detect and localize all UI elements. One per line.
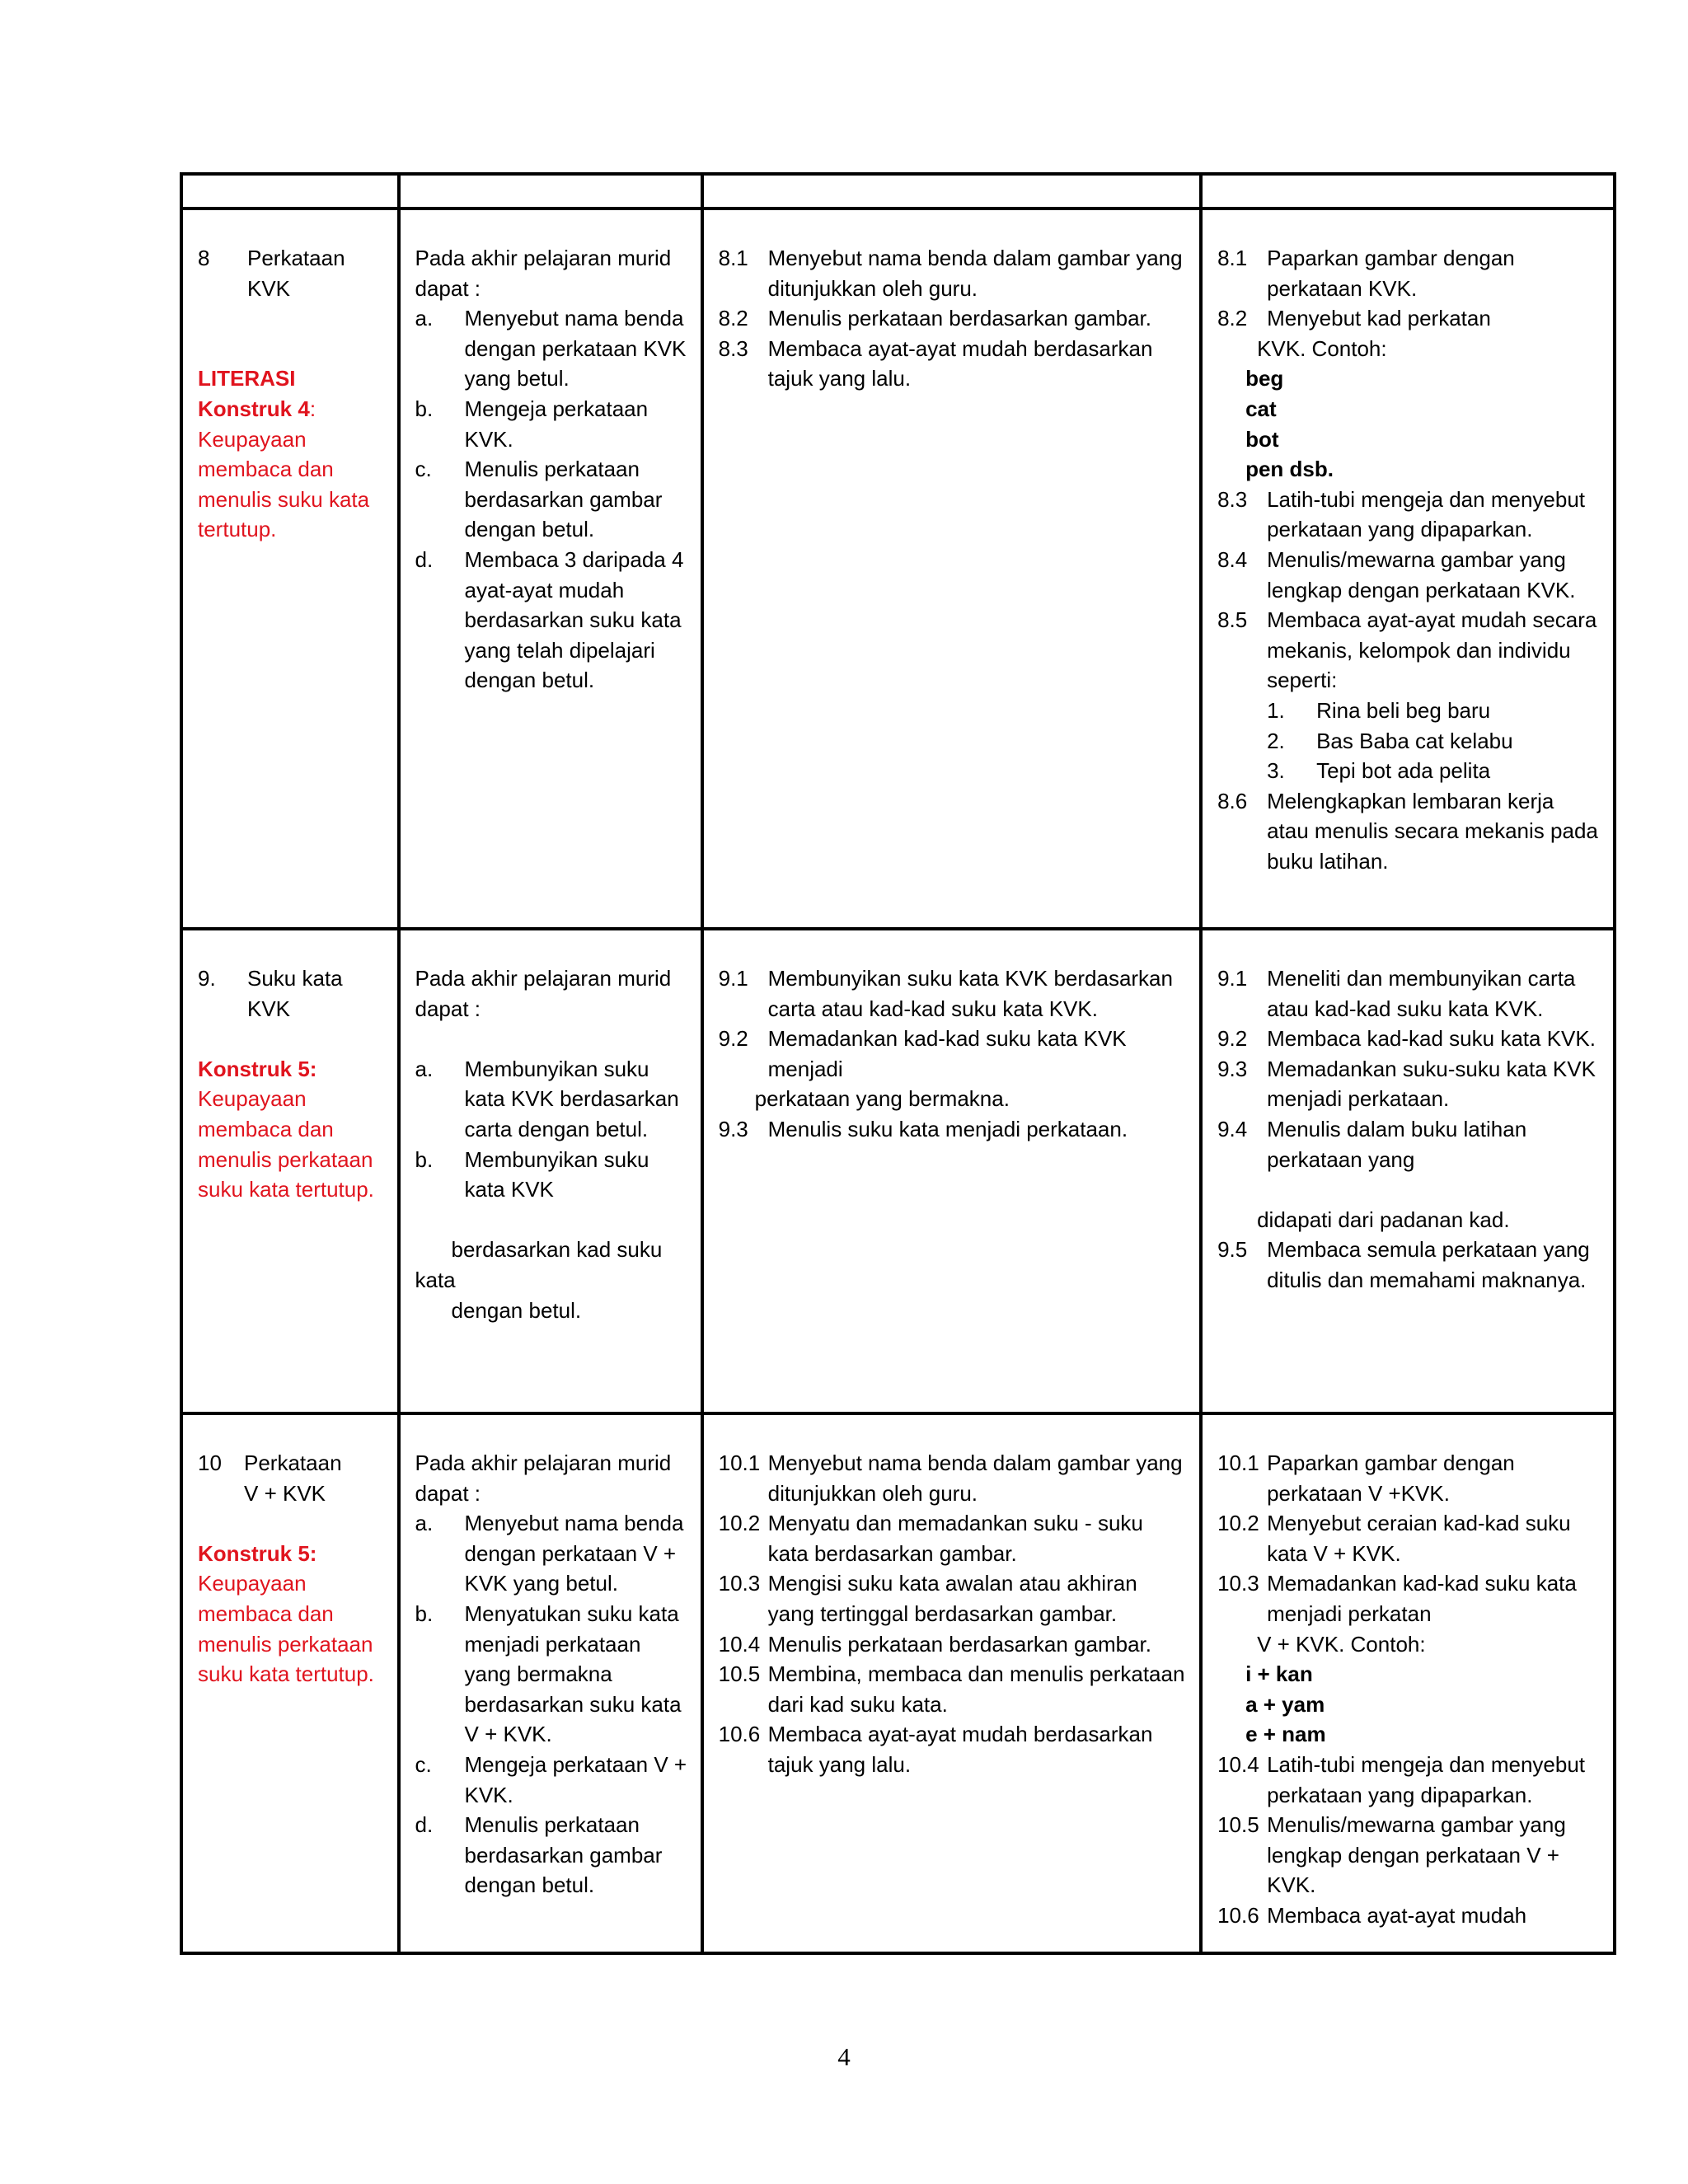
activity-cell	[1201, 1413, 1615, 1953]
list-item: 10.6 Membaca ayat-ayat mudah	[1217, 1902, 1527, 1928]
outcome-cell	[702, 209, 1201, 929]
list-item: 9.2 Membaca kad-kad suku kata KVK.	[1217, 1026, 1596, 1052]
list-item-cont: kata	[415, 1267, 456, 1292]
list-item: a. Menyebut nama benda dengan perkataan V + KVK yang betul.	[415, 1511, 684, 1596]
list-item: 10.3 Memadankan kad-kad suku kata menjadi perkatan	[1217, 1571, 1577, 1626]
sentence-item: 1. Rina beli beg baru	[1267, 697, 1491, 723]
activity-cell	[1201, 929, 1615, 1413]
example-word: cat	[1245, 396, 1277, 421]
objective-intro: Pada akhir pelajaran murid dapat :	[415, 246, 672, 301]
list-item: 10.3 Mengisi suku kata awalan atau akhiran yang tertinggal berdasarkan gambar.	[718, 1571, 1137, 1626]
outcome-cell	[702, 1413, 1201, 1953]
topic-number: 9.	[198, 966, 216, 991]
example-word: pen dsb.	[1245, 457, 1334, 482]
list-item: 8.2 Menyebut kad perkatan	[1217, 306, 1491, 331]
list-item: 8.2 Menulis perkataan berdasarkan gambar.	[718, 306, 1151, 331]
list-item: 8.1 Menyebut nama benda dalam gambar yang ditunjukkan oleh guru.	[718, 246, 1183, 301]
header-cell	[1201, 174, 1615, 209]
example-word: beg	[1245, 366, 1284, 391]
list-item-cont: didapati dari padanan kad.	[1257, 1207, 1510, 1232]
header-cell	[181, 174, 399, 209]
example-word: a + yam	[1245, 1691, 1325, 1717]
topic-cell	[181, 1413, 399, 1953]
list-item-cont: berdasarkan kad suku	[451, 1237, 663, 1263]
list-item: 10.2 Menyatu dan memadankan suku - suku kata berdasarkan gambar.	[718, 1511, 1143, 1566]
literasi-label: LITERASI	[198, 366, 296, 391]
list-item: 9.2 Memadankan kad-kad suku kata KVK menjadi	[718, 1026, 1127, 1081]
list-item: 9.4 Menulis dalam buku latihan perkataan yang	[1217, 1116, 1527, 1172]
list-item-cont: V + KVK. Contoh:	[1257, 1631, 1426, 1657]
list-item: d. Membaca 3 daripada 4 ayat-ayat mudah berdasarkan suku kata yang telah dipelajari dengan betul.	[415, 546, 684, 693]
objective-intro: Pada akhir pelajaran murid dapat :	[415, 966, 672, 1021]
list-item: 10.5 Membina, membaca dan menulis perkataan dari kad suku kata.	[718, 1661, 1185, 1717]
list-item: 8.3 Latih-tubi mengeja dan menyebut perkataan yang dipaparkan.	[1217, 486, 1586, 542]
list-item: 10.5 Menulis/mewarna gambar yang lengkap dengan perkataan V + KVK.	[1217, 1812, 1566, 1898]
list-item: a. Menyebut nama benda dengan perkataan KVK yang betul.	[415, 306, 687, 391]
list-item-cont: perkataan yang bermakna.	[754, 1086, 1010, 1112]
list-item: 8.5 Membaca ayat-ayat mudah secara mekanis, kelompok dan individu seperti:	[1217, 607, 1597, 693]
table-header-row	[181, 174, 1615, 209]
list-item: 10.4 Latih-tubi mengeja dan menyebut perkataan yang dipaparkan.	[1217, 1751, 1586, 1807]
list-item: 10.6 Membaca ayat-ayat mudah berdasarkan tajuk yang lalu.	[718, 1722, 1153, 1777]
header-cell	[399, 174, 702, 209]
konstruk-description: Keupayaan membaca dan menulis suku kata tertutup.	[198, 426, 370, 542]
list-item: 9.1 Meneliti dan membunyikan carta atau kad-kad suku kata KVK.	[1217, 966, 1576, 1021]
list-item-cont: dengan betul.	[451, 1297, 582, 1323]
topic-number: 10	[198, 1451, 222, 1475]
konstruk-description: Keupayaan membaca dan menulis perkataan suku kata tertutup.	[198, 1086, 374, 1202]
example-word: e + nam	[1245, 1722, 1326, 1747]
objective-cell	[399, 1413, 702, 1953]
topic-number: 8	[198, 246, 210, 270]
topic-title-cont: KVK	[247, 275, 291, 301]
page-number: 4	[837, 2042, 851, 2071]
list-item: 9.3 Memadankan suku-suku kata KVK menjadi perkataan.	[1217, 1056, 1596, 1112]
header-cell	[702, 174, 1201, 209]
konstruk-label: Konstruk 5:	[198, 1540, 317, 1566]
konstruk-colon: :	[309, 396, 316, 421]
objective-cell	[399, 209, 702, 929]
activity-cell	[1201, 209, 1615, 929]
topic-title: Perkataan	[247, 246, 345, 270]
list-item: 10.1 Paparkan gambar dengan perkataan V +KVK.	[1217, 1451, 1515, 1506]
konstruk-description: Keupayaan membaca dan menulis perkataan suku kata tertutup.	[198, 1571, 374, 1687]
table-row	[181, 929, 1615, 1413]
list-item-cont: KVK. Contoh:	[1257, 335, 1387, 361]
list-item: 9.3 Menulis suku kata menjadi perkataan.	[718, 1116, 1128, 1141]
sentence-item: 3. Tepi bot ada pelita	[1267, 758, 1491, 784]
sentence-item: 2. Bas Baba cat kelabu	[1267, 728, 1513, 753]
list-item: b. Mengeja perkataan KVK.	[415, 396, 649, 452]
list-item: 10.1 Menyebut nama benda dalam gambar yang ditunjukkan oleh guru.	[718, 1451, 1183, 1506]
list-item: a. Membunyikan suku kata KVK berdasarkan carta dengan betul.	[415, 1056, 679, 1141]
topic-title: Suku kata KVK	[247, 966, 343, 1021]
topic-title: Perkataan	[244, 1451, 342, 1475]
list-item: 9.1 Membunyikan suku kata KVK berdasarkan carta atau kad-kad suku kata KVK.	[718, 966, 1173, 1021]
list-item: 8.1 Paparkan gambar dengan perkataan KVK.	[1217, 246, 1515, 301]
lesson-table	[180, 172, 1616, 1955]
list-item: 8.6 Melengkapkan lembaran kerja atau menulis secara mekanis pada buku latihan.	[1217, 788, 1598, 874]
list-item: c. Menulis perkataan berdasarkan gambar dengan betul.	[415, 457, 663, 542]
objective-intro: Pada akhir pelajaran murid dapat :	[415, 1451, 672, 1506]
konstruk-label: Konstruk 4	[198, 396, 310, 421]
example-word: bot	[1245, 426, 1279, 452]
objective-cell	[399, 929, 702, 1413]
list-item: 10.2 Menyebut ceraian kad-kad suku kata V + KVK.	[1217, 1511, 1571, 1566]
list-item: 8.4 Menulis/mewarna gambar yang lengkap dengan perkataan KVK.	[1217, 546, 1576, 602]
list-item: 10.4 Menulis perkataan berdasarkan gambar.	[718, 1631, 1151, 1657]
list-item: 8.3 Membaca ayat-ayat mudah berdasarkan tajuk yang lalu.	[718, 335, 1153, 391]
topic-title-cont: V + KVK	[244, 1480, 326, 1506]
list-item: b. Membunyikan suku kata KVK	[415, 1146, 649, 1202]
table-row	[181, 209, 1615, 929]
table-row	[181, 1413, 1615, 1953]
list-item: c. Mengeja perkataan V + KVK.	[415, 1751, 687, 1807]
list-item: d. Menulis perkataan berdasarkan gambar dengan betul.	[415, 1812, 663, 1898]
list-item: b. Menyatukan suku kata menjadi perkataan yang bermakna berdasarkan suku kata V + KVK.	[415, 1601, 682, 1747]
konstruk-label: Konstruk 5:	[198, 1056, 317, 1081]
topic-cell	[181, 929, 399, 1413]
example-word: i + kan	[1245, 1661, 1313, 1687]
outcome-cell	[702, 929, 1201, 1413]
topic-cell	[181, 209, 399, 929]
list-item: 9.5 Membaca semula perkataan yang ditulis dan memahami maknanya.	[1217, 1237, 1590, 1292]
